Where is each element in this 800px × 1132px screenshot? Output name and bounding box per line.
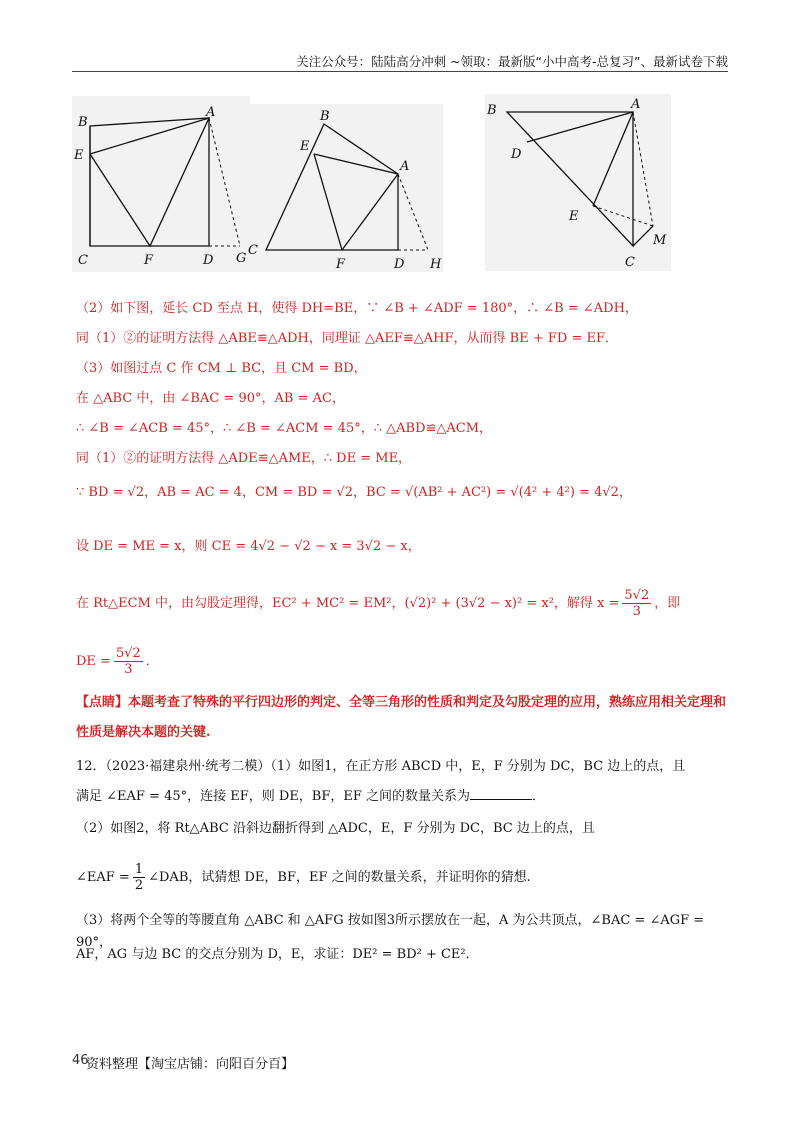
label-E: E — [569, 209, 579, 224]
page-footer: 资料整理【淘宝店铺：向阳百分百】 — [86, 1057, 295, 1072]
problem-line-2-tail: ． — [532, 789, 546, 804]
problem-line-6: AF，AG 与边 BC 的交点分别为 D，E，求证：DE² = BD² + CE²． — [76, 947, 479, 962]
label-H: H — [430, 257, 442, 272]
problem-line-3: （2）如图2，将 Rt△ABC 沿斜边翻折得到 △ADC，E，F 分别为 DC，BC 边上的点，且 — [76, 821, 595, 836]
figure-3 — [485, 94, 671, 271]
label-D: D — [203, 253, 214, 268]
solution-line-1: （2）如下图，延长 CD 至点 H，使得 DH=BE，∵ ∠B + ∠ADF = 180°，∴ ∠B = ∠ADH， — [76, 301, 638, 316]
label-A: A — [400, 159, 410, 174]
fraction-numerator: 1 — [134, 862, 144, 877]
label-A: A — [206, 105, 216, 120]
problem-line-1: 12．（2023·福建泉州·统考二模）（1）如图1，在正方形 ABCD 中，E，F 分别为 DC，BC 边上的点，且 — [76, 759, 686, 774]
solution-line-3: （3）如图过点 C 作 CM ⊥ BC，且 CM = BD， — [76, 361, 367, 376]
label-F: F — [144, 253, 154, 268]
problem-line-5: （3）将两个全等的等腰直角 △ABC 和 △AFG 按如图3所示摆放在一起，A 为公共顶点，∠BAC = ∠AGF = 90°， — [76, 913, 705, 950]
solution-line-9-text: 在 Rt△ECM 中，由勾股定理得，EC² + MC² = EM²，(√2)² + (3√2 − x)² = x²，解得 x = — [76, 596, 620, 611]
page-number: 46 — [72, 1053, 89, 1068]
label-B: B — [487, 103, 497, 118]
problem-line-4-text: ∠EAF = — [76, 870, 130, 885]
solution-line-6: 同（1）②的证明方法得 △ADE≌△AME，∴ DE = ME， — [76, 451, 412, 466]
label-C: C — [248, 243, 258, 258]
fraction-numerator: 5√2 — [624, 588, 650, 603]
label-D: D — [394, 257, 405, 272]
fraction-denominator: 3 — [632, 604, 641, 619]
solution-line-10-text: DE = — [76, 654, 111, 669]
figure-1 — [72, 96, 250, 272]
label-E: E — [300, 139, 310, 154]
solution-line-9-tail: ，即 — [654, 596, 681, 611]
problem-line-2 — [76, 786, 728, 808]
label-E: E — [74, 148, 84, 163]
label-M: M — [653, 233, 667, 248]
answer-blank[interactable] — [470, 789, 532, 800]
header-rule — [72, 71, 728, 72]
label-B: B — [320, 109, 330, 124]
problem-line-4-tail: ∠DAB，试猜想 DE，BF，EF 之间的数量关系，并证明你的猜想. — [148, 870, 531, 885]
fraction-denominator: 3 — [124, 662, 133, 677]
problem-line-2-text: 满足 ∠EAF = 45°，连接 EF，则 DE，BF，EF 之间的数量关系为 — [76, 789, 471, 804]
fraction — [622, 588, 651, 619]
fraction-denominator: 2 — [134, 878, 144, 893]
solution-line-8: 设 DE = ME = x，则 CE = 4√2 − √2 − x = 3√2 − x， — [76, 539, 421, 554]
solution-line-10-tail: ． — [145, 654, 159, 669]
solution-line-7: ∵ BD = √2，AB = AC = 4，CM = BD = √2，BC = √(AB² + AC²) = √(4² + 4²) = 4√2， — [76, 485, 632, 500]
solution-line-5: ∴ ∠B = ∠ACB = 45°，∴ ∠B = ∠ACM = 45°，∴ △ABD≌△ACM， — [76, 421, 493, 436]
tip-paragraph: 【点睛】本题考查了特殊的平行四边形的判定、全等三角形的性质和判定及勾股定理的应用，熟练应用相关定理和性质是解决本题的关键. — [76, 695, 727, 740]
solution-line-4: 在 △ABC 中，由 ∠BAC = 90°，AB = AC， — [76, 391, 345, 406]
label-F: F — [336, 257, 346, 272]
label-C: C — [78, 253, 88, 268]
fraction-numerator: 5√2 — [115, 646, 141, 661]
solution-line-9 — [76, 588, 680, 619]
label-A: A — [631, 97, 641, 112]
problem-line-4 — [76, 862, 728, 893]
solution-line-10 — [76, 646, 159, 677]
solution-line-2: 同（1）②的证明方法得 △ABE≌△ADH，同理证 △AEF≌△AHF，从而得 BE + FD = EF． — [76, 331, 618, 346]
figure-2 — [246, 104, 443, 272]
label-B: B — [78, 115, 88, 130]
fraction — [114, 646, 143, 677]
page-header: 关注公众号：陆陆高分冲刺 ~领取：最新版“小中高考-总复习”、最新试卷下载 — [296, 54, 728, 69]
label-D: D — [511, 147, 522, 162]
label-C: C — [625, 255, 635, 270]
label-G: G — [236, 251, 247, 266]
fraction — [133, 862, 145, 893]
